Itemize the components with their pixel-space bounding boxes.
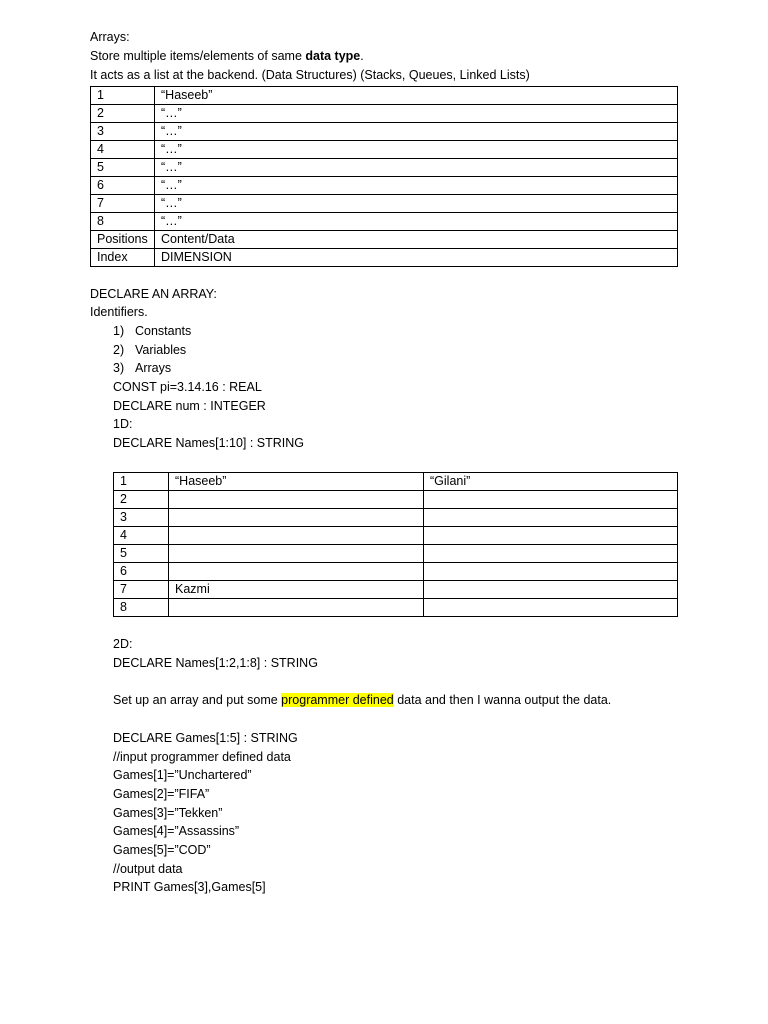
position-cell: 8 (91, 213, 155, 231)
table-row (91, 105, 678, 123)
const-line: CONST pi=3.14.16 : REAL (113, 380, 262, 394)
table-row (114, 545, 678, 563)
index-cell: 6 (114, 563, 169, 581)
content-cell: Content/Data (155, 231, 678, 249)
names-declare-line: DECLARE Names[1:10] : STRING (113, 436, 305, 450)
list-item (113, 322, 191, 340)
intro-line-1 (90, 47, 364, 65)
content-cell: “…” (155, 159, 678, 177)
two-d-declare-line: DECLARE Names[1:2,1:8] : STRING (113, 656, 318, 670)
index-cell: 5 (114, 545, 169, 563)
list-item (113, 359, 171, 377)
column-1-cell (169, 509, 424, 527)
code-line: DECLARE Games[1:5] : STRING (113, 731, 298, 745)
index-cell: 7 (114, 581, 169, 599)
position-cell: 1 (91, 87, 155, 105)
content-cell: “…” (155, 195, 678, 213)
column-1-cell (169, 527, 424, 545)
list-number: 1) (113, 324, 125, 338)
intro-line-1-suffix: . (360, 49, 364, 63)
code-line: Games[1]=”Unchartered” (113, 768, 252, 782)
position-cell: 7 (91, 195, 155, 213)
table-row (114, 527, 678, 545)
position-cell: 5 (91, 159, 155, 177)
position-cell: 6 (91, 177, 155, 195)
table-row (91, 141, 678, 159)
list-number: 2) (113, 343, 125, 357)
code-line: Games[5]=”COD” (113, 843, 211, 857)
setup-suffix: data and then I wanna output the data. (393, 693, 612, 707)
content-cell: “Haseeb” (155, 87, 678, 105)
content-cell: “…” (155, 213, 678, 231)
index-cell: 3 (114, 509, 169, 527)
table-row (91, 231, 678, 249)
code-line: //input programmer defined data (113, 750, 291, 764)
list-text: Arrays (135, 361, 172, 375)
column-2-cell (424, 491, 678, 509)
position-cell: Index (91, 249, 155, 267)
table-row (91, 213, 678, 231)
content-cell: “…” (155, 123, 678, 141)
column-1-cell (169, 491, 424, 509)
table-row (91, 123, 678, 141)
list-item (113, 341, 186, 359)
column-2-cell (424, 527, 678, 545)
num-declare-line: DECLARE num : INTEGER (113, 399, 266, 413)
table-row (114, 581, 678, 599)
index-cell: 4 (114, 527, 169, 545)
code-line: Games[3]=”Tekken” (113, 806, 223, 820)
setup-sentence (113, 691, 611, 709)
names-table (113, 472, 678, 617)
column-1-cell (169, 563, 424, 581)
table-row (114, 599, 678, 617)
position-cell: 2 (91, 105, 155, 123)
table-row (91, 87, 678, 105)
list-number: 3) (113, 361, 125, 375)
arrays-title: Arrays: (90, 30, 130, 44)
setup-prefix: Set up an array and put some (113, 693, 282, 707)
content-cell: “…” (155, 141, 678, 159)
data-type-bold: data type (305, 49, 361, 63)
table-row (114, 563, 678, 581)
intro-line-2: It acts as a list at the backend. (Data Structures) (Stacks, Queues, Linked Lists) (90, 68, 530, 82)
table-row (114, 473, 678, 491)
content-cell: “…” (155, 105, 678, 123)
index-cell: 2 (114, 491, 169, 509)
identifiers-label: Identifiers. (90, 305, 148, 319)
content-cell: “…” (155, 177, 678, 195)
column-1-cell (169, 545, 424, 563)
table-row (91, 177, 678, 195)
two-d-label: 2D: (113, 637, 133, 651)
column-2-cell (424, 581, 678, 599)
list-text: Variables (135, 343, 187, 357)
highlighted-text: programmer defined (281, 693, 394, 707)
column-2-cell (424, 545, 678, 563)
column-1-cell: Kazmi (169, 581, 424, 599)
code-line: Games[4]=”Assassins” (113, 824, 240, 838)
position-cell: Positions (91, 231, 155, 249)
column-1-cell (169, 599, 424, 617)
list-text: Constants (135, 324, 192, 338)
column-1-cell: “Haseeb” (169, 473, 424, 491)
positions-table (90, 86, 678, 267)
table-row (91, 159, 678, 177)
column-2-cell (424, 563, 678, 581)
table-row (114, 491, 678, 509)
column-2-cell: “Gilani” (424, 473, 678, 491)
content-cell: DIMENSION (155, 249, 678, 267)
code-line: PRINT Games[3],Games[5] (113, 880, 266, 894)
table-row (114, 509, 678, 527)
declare-heading: DECLARE AN ARRAY: (90, 287, 217, 301)
column-2-cell (424, 509, 678, 527)
position-cell: 3 (91, 123, 155, 141)
one-d-label: 1D: (113, 417, 133, 431)
index-cell: 1 (114, 473, 169, 491)
table-row (91, 195, 678, 213)
intro-line-1-prefix: Store multiple items/elements of same (90, 49, 306, 63)
code-line: Games[2]=”FIFA” (113, 787, 210, 801)
table-row (91, 249, 678, 267)
column-2-cell (424, 599, 678, 617)
index-cell: 8 (114, 599, 169, 617)
position-cell: 4 (91, 141, 155, 159)
code-line: //output data (113, 862, 183, 876)
